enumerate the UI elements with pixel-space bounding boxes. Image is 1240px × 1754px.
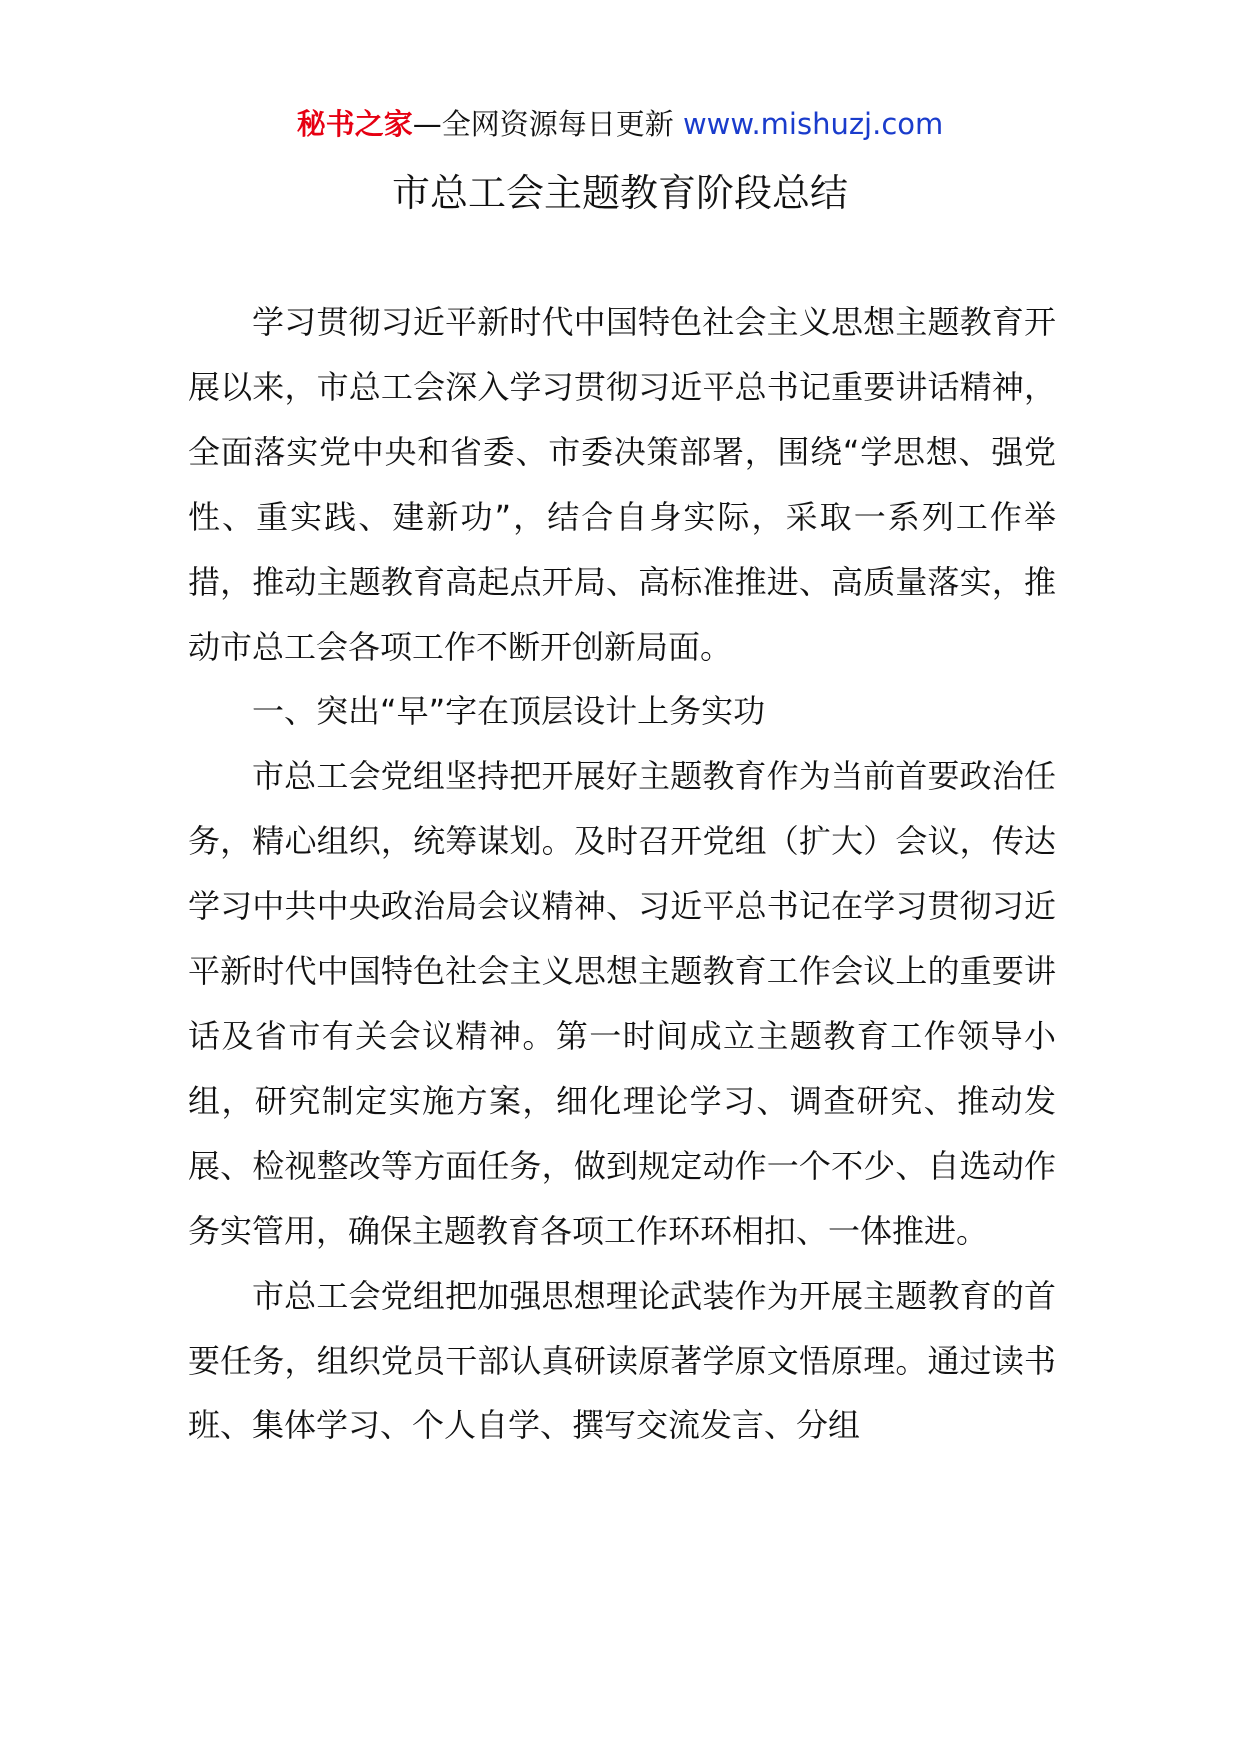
watermark-url[interactable]: www.mishuzj.com	[682, 107, 944, 141]
document-body	[188, 290, 1056, 1458]
section-heading: 一、突出“早”字在顶层设计上务实功	[252, 692, 766, 731]
watermark-brand: 秘书之家	[296, 107, 413, 141]
watermark-slogan: —全网资源每日更新	[412, 107, 674, 141]
intro-paragraph: 学习贯彻习近平新时代中国特色社会主义思想主题教育开展以来，市总工会深入学习贯彻习近平总书记重要讲话精神，全面落实党中央和省委、市委决策部署，围绕“学思想、强党性、重实践、建新功”，结合自身实际，采取一系列工作举措，推动主题教育高起点开局、高标准推进、高质量落实，推动市总工会各项工作不断开创新局面。	[188, 303, 1056, 666]
body-paragraph: 市总工会党组把加强思想理论武装作为开展主题教育的首要任务，组织党员干部认真研读原著学原文悟原理。通过读书班、集体学习、个人自学、撰写交流发言、分组	[188, 1276, 1056, 1445]
site-watermark	[0, 104, 1240, 144]
document-title: 市总工会主题教育阶段总结	[391, 171, 848, 215]
body-paragraph: 市总工会党组坚持把开展好主题教育作为当前首要政治任务，精心组织，统筹谋划。及时召开党组（扩大）会议，传达学习中共中央政治局会议精神、习近平总书记在学习贯彻习近平新时代中国特色社会主义思想主题教育工作会议上的重要讲话及省市有关会议精神。第一时间成立主题教育工作领导小组，研究制定实施方案，细化理论学习、调查研究、推动发展、检视整改等方面任务，做到规定动作一个不少、自选动作务实管用，确保主题教育各项工作环环相扣、一体推进。	[188, 757, 1056, 1250]
